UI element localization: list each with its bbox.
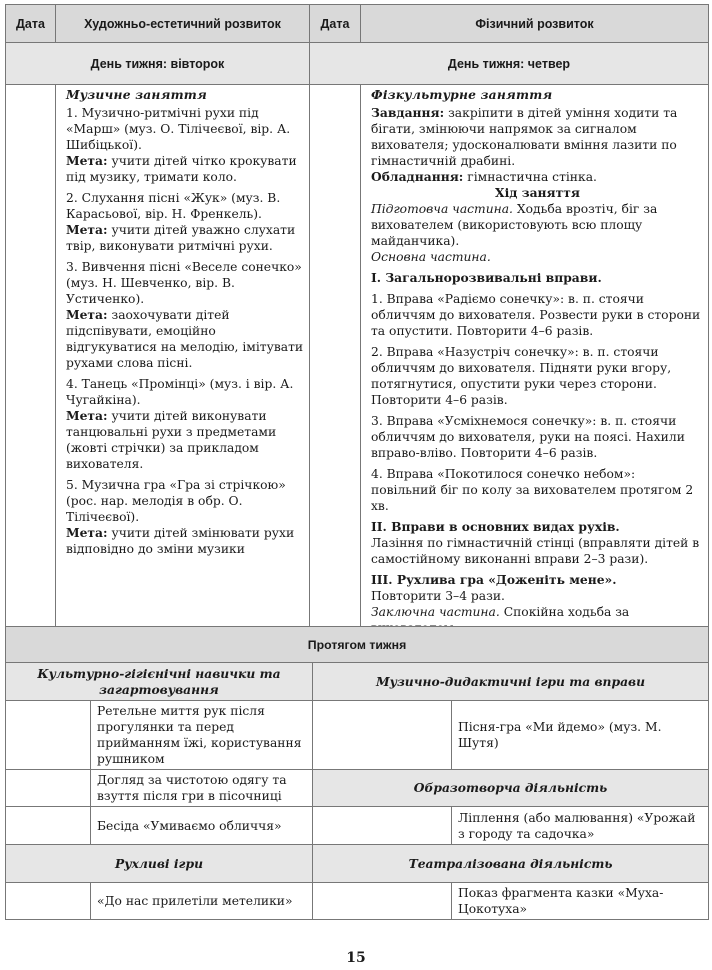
empty-cell [6, 770, 91, 807]
music-lesson-cell [56, 85, 310, 637]
header-art-development: Художньо-естетичний розвиток [56, 5, 310, 43]
daily-plan-table [5, 4, 709, 637]
hygiene-item: Бесіда «Умиваємо обличчя» [91, 807, 313, 845]
empty-cell [6, 883, 91, 920]
hygiene-item: Ретельне миття рук після прогулянки та перед прийманням їжі, користування рушником [91, 701, 313, 770]
date-cell-left [6, 85, 56, 637]
lesson-course-heading: Хід заняття [495, 185, 580, 200]
art-activity-heading: Образотворча діяльність [313, 770, 709, 807]
section-general-exercises: I. Загальнорозвивальні вправи. [371, 270, 602, 285]
music-item: 3. Вивчення пісні «Веселе сонечко» (муз. Н. Шевченко, вір. В. Устиченко). Мета: заохочувати дітей підспівувати, емоційно відгукуватися на мелодію, імітувати рухами слова пісні. [66, 260, 304, 370]
main-part-label: Основна частина. [371, 250, 491, 264]
empty-cell [313, 883, 452, 920]
day-thursday: День тижня: четвер [310, 43, 709, 85]
art-activity-item: Ліплення (або малювання) «Урожай з городу та садочка» [452, 807, 709, 845]
musical-games-heading: Музично-дидактичні ігри та вправи [313, 663, 709, 701]
prep-part: Підготовча частина. Ходьба врозтіч, біг за вихователем (використовують всю площу майданчика). [371, 202, 658, 248]
day-tuesday: День тижня: вівторок [6, 43, 310, 85]
date-cell-right [310, 85, 361, 637]
section-basic-movements: II. Вправи в основних видах рухів. [371, 519, 620, 534]
musical-game-item: Пісня-гра «Ми йдемо» (муз. М. Шутя) [452, 701, 709, 770]
hygiene-heading: Культурно-гігієнічні навички та загартовування [6, 663, 313, 701]
music-item: 1. Музично-ритмічні рухи під «Марш» (муз. О. Тілічеєвої, вір. А. Шибіцької). Мета: учити дітей чітко крокувати під музику, тримати коло. [66, 106, 297, 184]
section-active-game: III. Рухлива гра «Доженіть мене». [371, 572, 617, 587]
music-item: 4. Танець «Промінці» (муз. і вір. А. Чугайкіна). Мета: учити дітей виконувати танцювальні рухи з предметами (жовті стрічки) за прикладом вихователя. [66, 377, 294, 471]
active-game-text: Повторити 3–4 рази. [371, 589, 505, 603]
header-physical-development: Фізичний розвиток [361, 5, 709, 43]
header-date-left: Дата [6, 5, 56, 43]
empty-cell [313, 701, 452, 770]
empty-cell [6, 807, 91, 845]
empty-cell [313, 807, 452, 845]
exercise-item: 2. Вправа «Назустріч сонечку»: в. п. стоячи обличчям до вихователя. Підняти руки вгору, потягнутися, опустити руки через сторони. Повторити 4–6 разів. [371, 345, 672, 407]
final-part: Заключна частина. Спокійна ходьба за [371, 605, 630, 619]
active-game-item: «До нас прилетіли метелики» [91, 883, 313, 920]
theatre-item: Показ фрагмента казки «Муха-Цокотуха» [452, 883, 709, 920]
music-lesson-title: Музичне заняття [66, 87, 207, 102]
basic-movements-text: Лазіння по гімнастичній стінці (вправляти дітей в самостійному виконанні вправи 2–3 рази). [371, 536, 700, 566]
music-item: 2. Слухання пісні «Жук» (муз. В. Карасьової, вір. Н. Френкель). Мета: учити дітей уважно слухати твір, виконувати ритмічні рухи. [66, 191, 296, 253]
exercise-item: 1. Вправа «Радіємо сонечку»: в. п. стоячи обличчям до вихователя. Розвести руки в сторони та опустити. Повторити 4–6 разів. [371, 292, 701, 338]
equipment-text: Обладнання: гімнастична стінка. [371, 169, 597, 184]
weekly-activities-table [5, 626, 709, 920]
task-text: Завдання: закріпити в дітей уміння ходити та бігати, змінюючи напрямок за сигналом вихователя; удосконалювати вміння лазити по гімнастичній драбині. [371, 105, 678, 168]
physical-lesson-cell [361, 85, 709, 637]
exercise-item: 4. Вправа «Покотилося сонечко небом»: повільний біг по колу за вихователем протягом 2 хв. [371, 467, 694, 513]
week-title: Протягом тижня [6, 627, 709, 663]
physical-lesson-title: Фізкультурне заняття [371, 87, 553, 102]
hygiene-item: Догляд за чистотою одягу та взуття після гри в пісочниці [91, 770, 313, 807]
page-number: 15 [346, 950, 366, 966]
theatre-heading: Театралізована діяльність [313, 845, 709, 883]
music-item: 5. Музична гра «Гра зі стрічкою» (рос. нар. мелодія в обр. О. Тілічеєвої). Мета: учити дітей змінювати рухи відповідно до зміни музики [66, 478, 295, 556]
active-games-heading: Рухливі ігри [6, 845, 313, 883]
exercise-item: 3. Вправа «Усміхнемося сонечку»: в. п. стоячи обличчям до вихователя, руки на поясі. Нахили вправо-вліво. Повторити 4–6 разів. [371, 414, 685, 460]
empty-cell [6, 701, 91, 770]
header-date-right: Дата [310, 5, 361, 43]
